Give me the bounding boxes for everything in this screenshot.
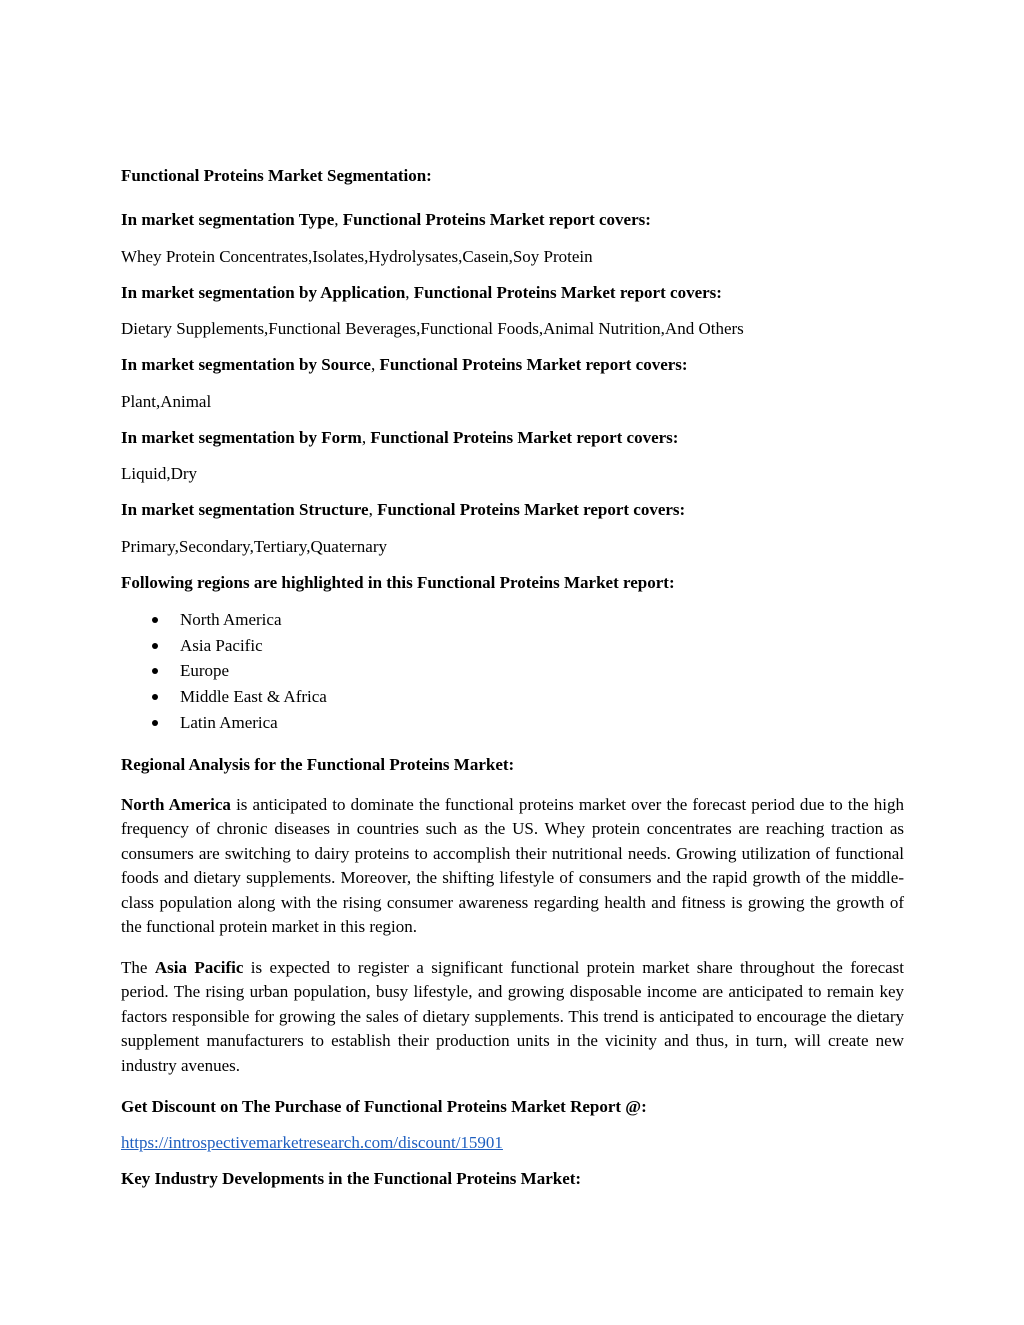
section-heading-suffix: Functional Proteins Market report covers: bbox=[379, 355, 688, 374]
bullet-icon bbox=[152, 617, 158, 623]
region-label: Middle East & Africa bbox=[180, 687, 327, 707]
section-heading-prefix: In market segmentation by Source bbox=[121, 355, 371, 374]
section-heading-suffix: Functional Proteins Market report covers: bbox=[370, 428, 679, 447]
north-america-text: is anticipated to dominate the functional proteins market over the forecast period due to the high frequency of chronic diseases in countries such as the US. Whey protein concentrates are reaching traction as consumers are switching to dairy proteins to accomplish their nutritional needs. Growing utilization of functional foods and dietary supplements. Moreover, the shifting lifestyle of consumers and the rapid growth of the middle-class population along with the rising consumer awareness regarding health and fitness is growing the growth of the functional protein market in this region. bbox=[121, 795, 904, 937]
regions-heading: Following regions are highlighted in this Functional Proteins Market report: bbox=[121, 573, 675, 592]
regional-analysis-heading: Regional Analysis for the Functional Proteins Market: bbox=[121, 755, 515, 774]
developments-heading: Key Industry Developments in the Functional Proteins Market: bbox=[121, 1169, 582, 1188]
section-structure-values: Primary,Secondary,Tertiary,Quaternary bbox=[121, 537, 387, 556]
discount-link[interactable]: https://introspectivemarketresearch.com/discount/15901 bbox=[121, 1133, 503, 1152]
region-label: Latin America bbox=[180, 712, 278, 732]
section-heading-prefix: In market segmentation Structure bbox=[121, 500, 369, 519]
section-application-values: Dietary Supplements,Functional Beverages,Functional Foods,Animal Nutrition,And Others bbox=[121, 319, 744, 338]
bullet-icon bbox=[152, 720, 158, 726]
bullet-icon bbox=[152, 643, 158, 649]
asia-pacific-text: is expected to register a significant functional protein market share throughout the forecast period. The rising urban population, busy lifestyle, and growing disposable income are anticipated to remain key factors responsible for growing the sales of dietary supplements. This trend is anticipated to encourage the dietary supplement manufacturers to establish their production units in the vicinity and thus, in turn, will create new industry avenues. bbox=[121, 958, 905, 1075]
section-heading-suffix: Functional Proteins Market report covers: bbox=[377, 500, 686, 519]
section-heading-prefix: In market segmentation by Application bbox=[121, 283, 406, 302]
section-heading-separator: , bbox=[405, 283, 414, 302]
section-heading-separator: , bbox=[370, 355, 380, 374]
section-heading-separator: , bbox=[368, 500, 378, 519]
section-heading-prefix: In market segmentation Type bbox=[121, 210, 335, 229]
section-heading-suffix: Functional Proteins Market report covers: bbox=[342, 210, 651, 229]
list-item bbox=[121, 609, 327, 635]
asia-pacific-bold: Asia Pacific bbox=[154, 958, 244, 977]
north-america-paragraph bbox=[121, 793, 904, 939]
region-label: North America bbox=[180, 610, 282, 629]
discount-heading: Get Discount on The Purchase of Functional Proteins Market Report @: bbox=[121, 1097, 647, 1116]
bullet-icon bbox=[152, 668, 158, 674]
discount-link-line bbox=[121, 1133, 503, 1153]
section-application-heading bbox=[121, 283, 722, 303]
list-item bbox=[121, 686, 327, 712]
list-item bbox=[121, 635, 327, 661]
list-item bbox=[121, 660, 327, 686]
list-item bbox=[121, 712, 327, 738]
regions-list bbox=[121, 609, 327, 737]
section-type-heading bbox=[121, 210, 651, 230]
region-label: Asia Pacific bbox=[180, 635, 263, 655]
bullet-icon bbox=[152, 694, 158, 700]
section-source-values: Plant,Animal bbox=[121, 392, 212, 411]
asia-pacific-paragraph bbox=[121, 956, 904, 1078]
section-source-heading bbox=[121, 355, 688, 375]
north-america-bold: North America bbox=[121, 795, 231, 814]
section-type-values: Whey Protein Concentrates,Isolates,Hydrolysates,Casein,Soy Protein bbox=[121, 247, 593, 266]
segmentation-title: Functional Proteins Market Segmentation: bbox=[121, 166, 432, 185]
section-heading-separator: , bbox=[334, 210, 343, 229]
section-heading-prefix: In market segmentation by Form bbox=[121, 428, 362, 447]
section-heading-suffix: Functional Proteins Market report covers: bbox=[413, 283, 722, 302]
section-form-heading bbox=[121, 428, 678, 448]
section-structure-heading bbox=[121, 500, 685, 520]
section-form-values: Liquid,Dry bbox=[121, 464, 198, 483]
section-heading-separator: , bbox=[361, 428, 371, 447]
region-label: Europe bbox=[180, 661, 230, 681]
asia-pacific-lead: The bbox=[121, 958, 155, 977]
